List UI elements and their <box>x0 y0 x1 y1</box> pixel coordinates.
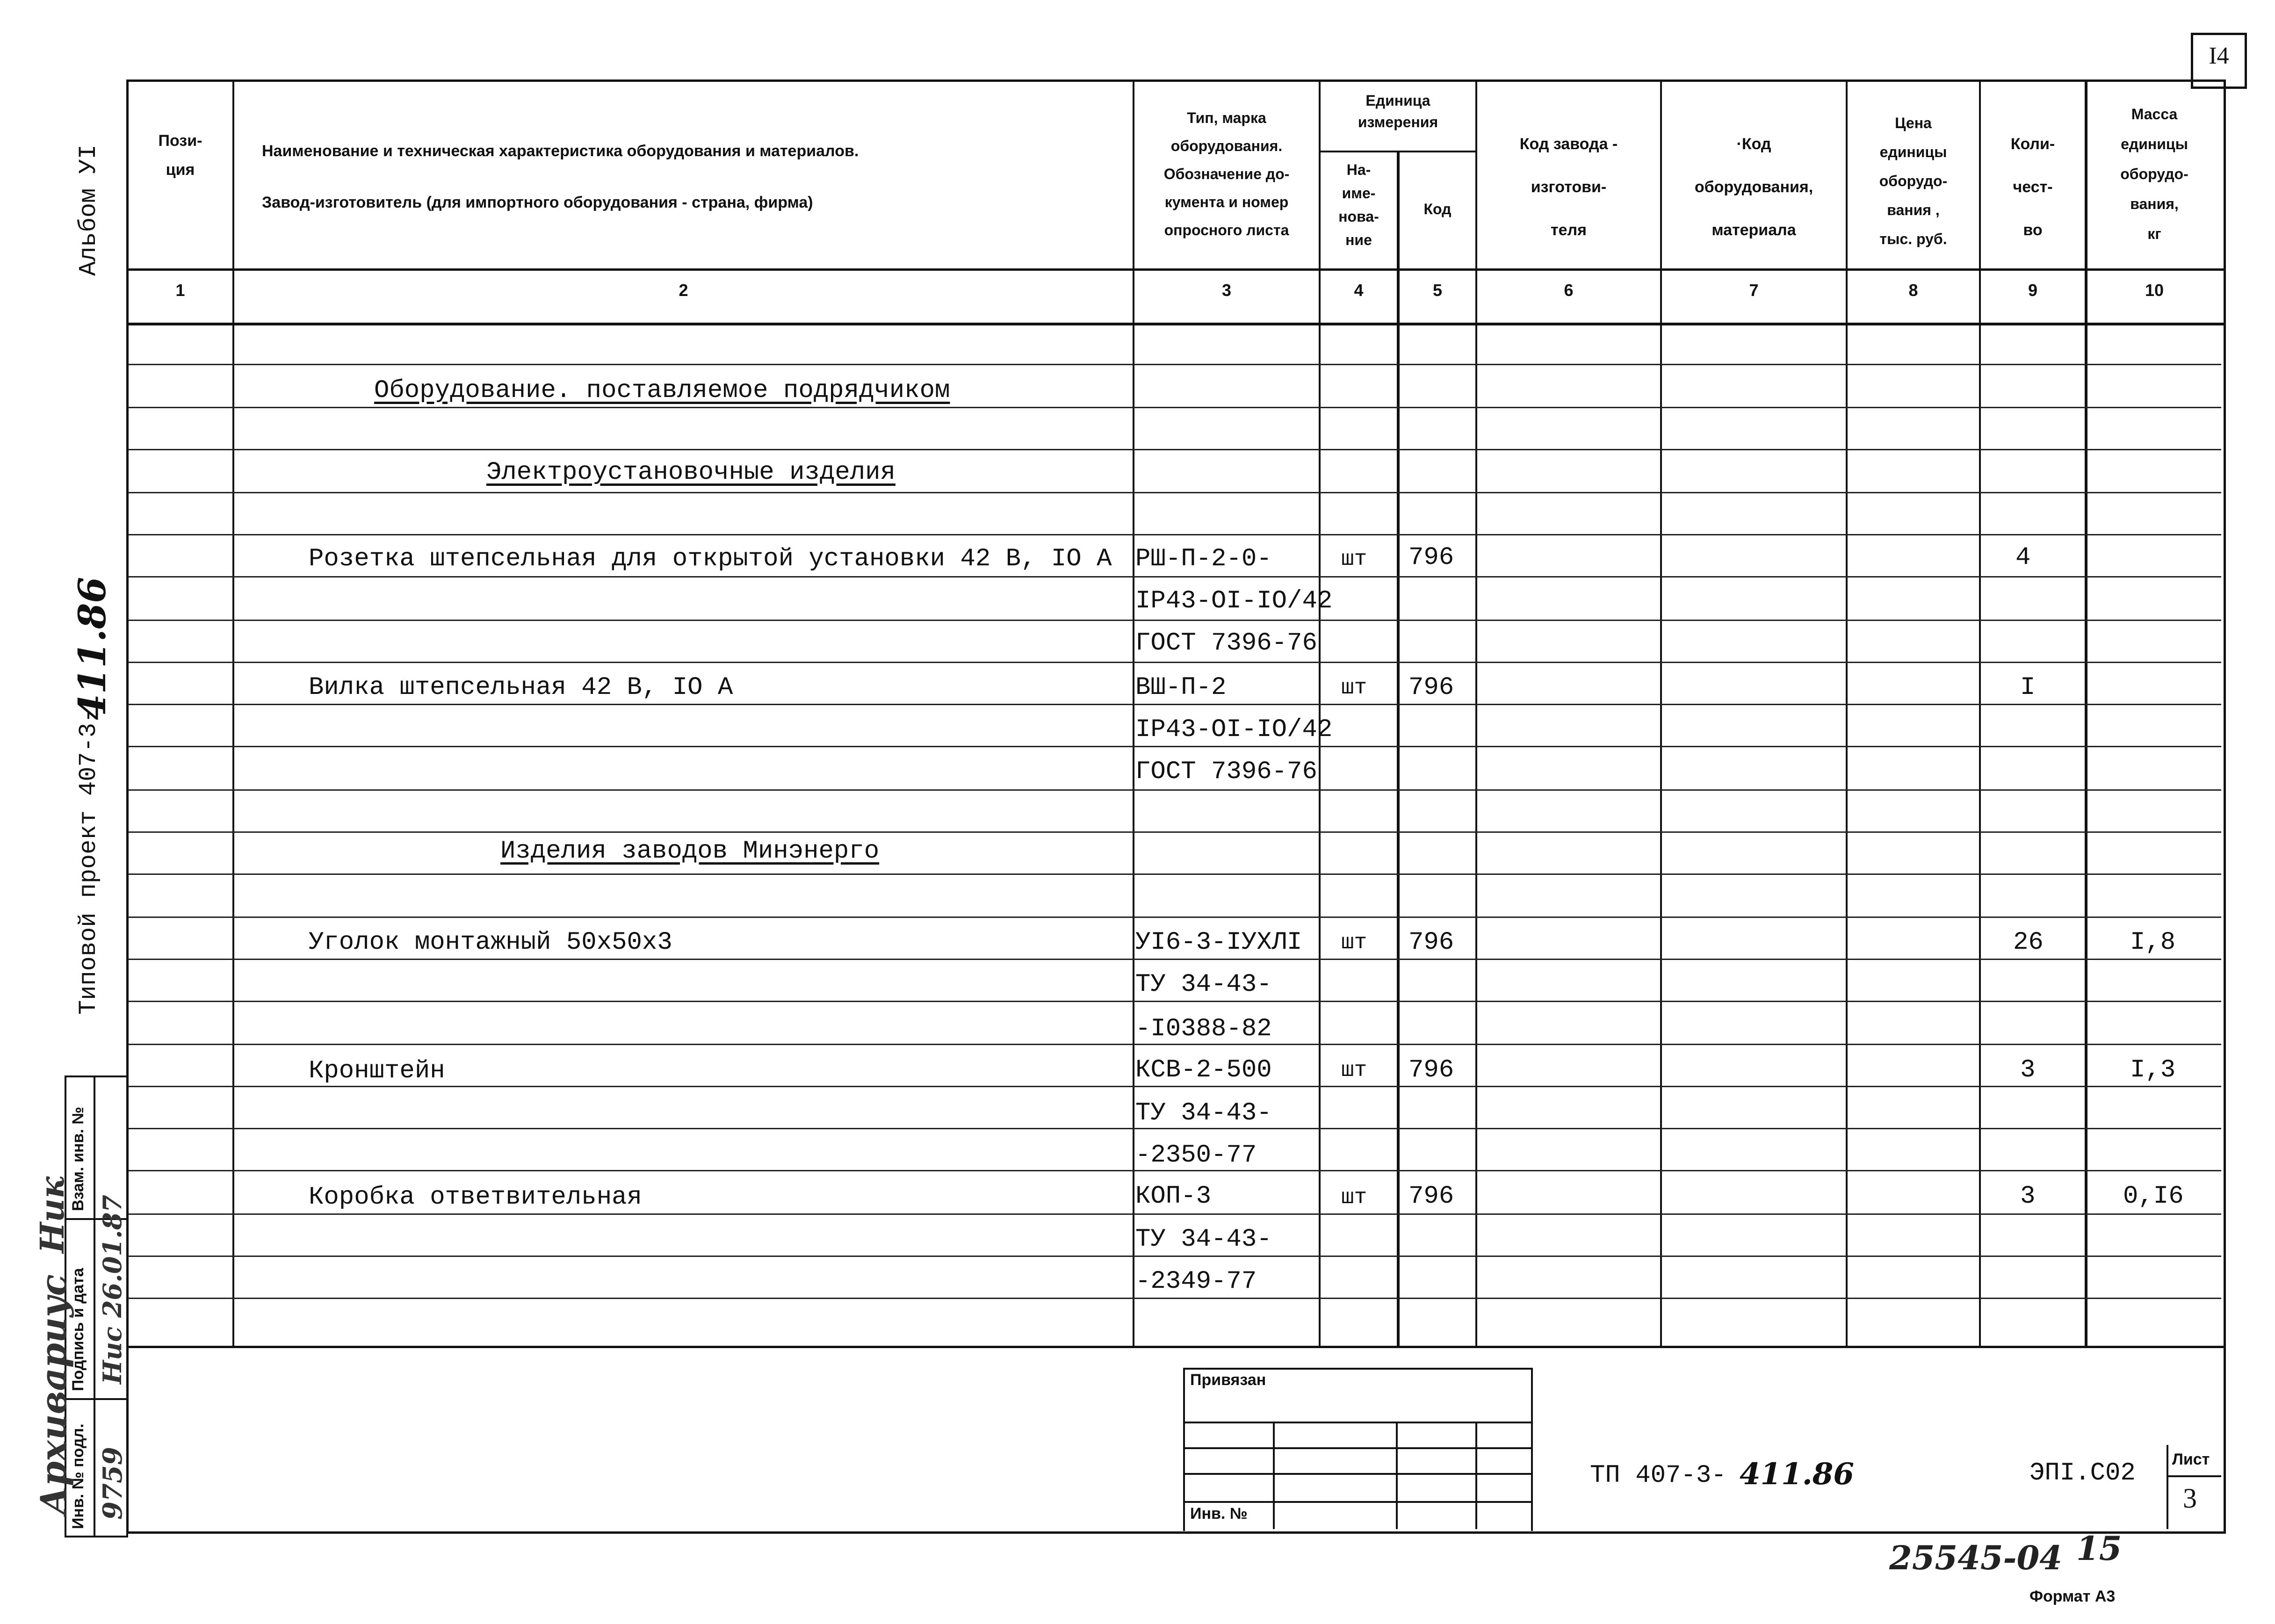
row-line <box>128 789 2221 791</box>
row-line <box>128 704 2221 705</box>
side-stamp-label-inv: Инв. № подл. <box>69 1423 87 1529</box>
side-stamp-label-vzam: Взам. инв. № <box>69 1106 87 1211</box>
row-line <box>128 492 2221 493</box>
item-type: IP43-OI-IO/42 <box>1135 715 1333 744</box>
row-line <box>128 959 2221 960</box>
header-mass: Масса единицы оборудо- вания, кг <box>2120 106 2188 242</box>
item-code: 796 <box>1408 928 1454 957</box>
col-line-4 <box>1397 151 1400 1348</box>
item-name: Вилка штепсельная 42 В, IO A <box>309 673 733 702</box>
col-num-8: 8 <box>1908 281 1918 300</box>
item-qty: 3 <box>2020 1182 2036 1211</box>
item-type: ГОСТ 7396-76 <box>1135 629 1317 657</box>
row-line <box>128 407 2221 408</box>
item-code: 796 <box>1408 673 1454 702</box>
item-qty: 26 <box>2013 928 2044 957</box>
item-type: -I0388-82 <box>1135 1015 1272 1043</box>
title-line <box>1183 1447 1531 1449</box>
item-qty: I <box>2020 673 2036 702</box>
row-line <box>128 364 2221 365</box>
row-line <box>128 1086 2221 1087</box>
album-label: Альбом УI <box>75 144 102 276</box>
item-qty: 4 <box>2015 543 2031 572</box>
item-type: ВШ-П-2 <box>1135 673 1227 702</box>
row-line <box>128 873 2221 875</box>
title-line <box>1183 1501 1531 1503</box>
col-line-5 <box>1475 79 1477 1348</box>
item-unit: шт <box>1341 931 1367 955</box>
section-heading: Изделия заводов Минэнерго <box>500 837 880 866</box>
side-stamp-archive-signature: Архивариус <box>33 1274 74 1515</box>
header-name: Наименование и техническая характеристика оборудования и материалов. Завод-изготовитель (для импортного оборудования - страна, фирма) <box>262 142 859 211</box>
privyazan-label: Привязан <box>1190 1371 1266 1389</box>
col-num-5: 5 <box>1432 281 1443 300</box>
item-type: РШ-П-2-0- <box>1135 545 1272 573</box>
row-line <box>128 1170 2221 1171</box>
title-vline <box>1273 1422 1275 1529</box>
item-unit: шт <box>1341 547 1367 571</box>
row-line <box>128 917 2221 918</box>
item-type: КСВ-2-500 <box>1135 1056 1272 1084</box>
sheet-code: ЭПI.C02 <box>2029 1459 2136 1487</box>
item-name: Уголок монтажный 50x50x3 <box>309 928 672 957</box>
col-num-3: 3 <box>1221 281 1232 300</box>
title-line <box>1183 1422 1531 1423</box>
col-num-1: 1 <box>175 281 185 300</box>
header-unit-code: Код <box>1423 201 1452 217</box>
item-mass: 0,I6 <box>2123 1182 2184 1211</box>
col-num-2: 2 <box>679 281 688 300</box>
col-line-2 <box>1133 79 1134 1348</box>
row-line <box>128 449 2221 450</box>
sheet-label: Лист <box>2172 1451 2210 1468</box>
header-position: Пози- ция <box>158 132 202 179</box>
item-type: КОП-3 <box>1135 1182 1212 1211</box>
archive-number: 25545-04 <box>1889 1538 2062 1577</box>
row-line <box>128 534 2221 535</box>
col-num-4: 4 <box>1354 281 1364 300</box>
item-type: -2349-77 <box>1135 1267 1257 1296</box>
item-code: 796 <box>1408 1182 1454 1211</box>
col-num-6: 6 <box>1564 281 1574 300</box>
item-type: ГОСТ 7396-76 <box>1135 758 1317 786</box>
archive-page: 15 <box>2076 1529 2122 1568</box>
title-line <box>1183 1473 1531 1475</box>
item-mass: I,3 <box>2130 1056 2176 1084</box>
title-vline <box>1475 1422 1477 1529</box>
corner-number: I4 <box>2209 43 2229 69</box>
row-line <box>128 1298 2221 1299</box>
doc-code-prefix: ТП 407-3- <box>1590 1461 1726 1490</box>
item-type: УI6-3-IУХЛI <box>1135 928 1302 957</box>
item-mass: I,8 <box>2130 928 2176 957</box>
section-heading: Оборудование. поставляемое подрядчиком <box>374 376 950 405</box>
item-name: Кронштейн <box>309 1057 445 1085</box>
header-price: Цена единицы оборудо- вания , тыс. руб. <box>1879 115 1948 247</box>
item-code: 796 <box>1408 543 1454 572</box>
item-name: Розетка штепсельная для открытой установки 42 В, IO A <box>309 545 1112 573</box>
section-heading: Электроустановочные изделия <box>486 458 896 487</box>
item-name: Коробка ответвительная <box>309 1183 642 1212</box>
side-stamp-inv-handwritten: 9759 <box>97 1447 128 1520</box>
col-line-6 <box>1660 79 1662 1348</box>
col-line-7 <box>1846 79 1848 1348</box>
side-stamp-label-sign: Подпись и дата <box>69 1268 87 1391</box>
header-factory-code: Код завода - изготови- теля <box>1519 135 1618 239</box>
col-line-8 <box>1979 79 1981 1348</box>
format-label: Формат А3 <box>2029 1588 2116 1605</box>
item-qty: 3 <box>2020 1056 2036 1084</box>
side-stamp-date-handwritten: Нис 26.01.87 <box>97 1195 127 1384</box>
item-type: -2350-77 <box>1135 1141 1257 1169</box>
item-unit: шт <box>1341 676 1367 700</box>
header-quantity: Коли- чест- во <box>2010 135 2055 239</box>
header-type: Тип, марка оборудования. Обозначение до- кумента и номер опросного листа <box>1163 109 1290 238</box>
item-type: ТУ 34-43- <box>1135 1099 1272 1127</box>
header-unit-name: На- име- нова- ние <box>1338 161 1379 248</box>
row-line <box>128 831 2221 833</box>
side-stamp-divider <box>94 1075 95 1536</box>
item-type: IP43-OI-IO/42 <box>1135 587 1333 615</box>
row-line <box>128 1044 2221 1045</box>
col-num-9: 9 <box>2028 281 2038 300</box>
row-line <box>128 746 2221 747</box>
side-stamp-vzam-signature: Ник <box>33 1176 72 1253</box>
item-type: ТУ 34-43- <box>1135 1225 1272 1254</box>
item-unit: шт <box>1341 1185 1367 1210</box>
header-equipment-code: ·Код оборудования, материала <box>1694 135 1813 239</box>
row-line <box>128 1128 2221 1129</box>
colnum-bottom-line <box>126 323 2224 325</box>
header-unit: Единица измерения <box>1358 92 1438 130</box>
table-bottom-line <box>126 1346 2224 1348</box>
row-line <box>128 1001 2221 1002</box>
doc-code-handwritten: 411.86 <box>1740 1457 1854 1492</box>
row-line <box>128 1213 2221 1215</box>
sheet-number: 3 <box>2183 1483 2197 1514</box>
col-line-9 <box>2085 79 2087 1348</box>
item-code: 796 <box>1408 1056 1454 1084</box>
row-line <box>128 576 2221 577</box>
col-line-1 <box>232 79 234 1348</box>
row-line <box>128 620 2221 621</box>
col-num-10: 10 <box>2145 281 2164 300</box>
header-bottom-line <box>126 268 2224 271</box>
sheet-box-line <box>2167 1475 2221 1477</box>
row-line <box>128 1256 2221 1257</box>
title-vline <box>1396 1422 1398 1529</box>
row-line <box>128 662 2221 663</box>
project-label: Типовой проект 407-3- <box>75 708 102 1015</box>
item-type: ТУ 34-43- <box>1135 970 1272 999</box>
col-line-3 <box>1319 79 1321 1348</box>
item-unit: шт <box>1341 1058 1367 1083</box>
inv-no-label: Инв. № <box>1190 1505 1248 1523</box>
col-num-7: 7 <box>1749 281 1759 300</box>
project-number-handwritten: 411.86 <box>70 577 114 720</box>
